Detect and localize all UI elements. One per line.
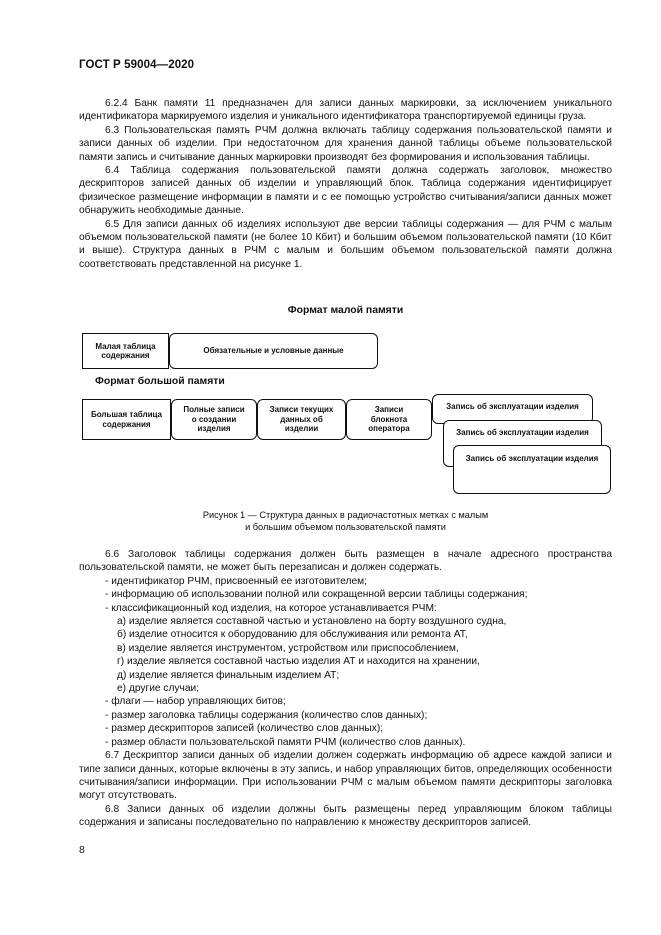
figure-caption bbox=[79, 510, 612, 533]
exploitation-label-3: Запись об эксплуатации изделия bbox=[465, 454, 599, 463]
notepad-box bbox=[346, 399, 432, 440]
list-item: - размер заголовка таблицы содержания (количество слов данных); bbox=[105, 709, 428, 721]
big-toc-label: Большая таблица содержания bbox=[90, 410, 163, 429]
big-toc-box bbox=[82, 399, 171, 440]
list-item: - размер области пользовательской памяти РЧМ (количество слов данных). bbox=[105, 736, 466, 748]
list-item: - размер дескрипторов записей (количество слов данных); bbox=[105, 723, 384, 735]
small-data-box bbox=[169, 333, 378, 369]
small-toc-label: Малая таблица содержания bbox=[95, 341, 156, 360]
full-records-label: Полные записи о создании изделия bbox=[183, 405, 245, 434]
sub-list-item: б) изделие относится к оборудованию для обслуживания или ремонта АТ, bbox=[117, 629, 468, 641]
current-records-label: Записи текущих данных об изделии bbox=[269, 405, 334, 434]
small-data-label: Обязательные и условные данные bbox=[203, 346, 344, 356]
page-number: 8 bbox=[79, 844, 85, 856]
big-memory-title: Формат большой памяти bbox=[95, 376, 225, 387]
paragraph-6-2-4: 6.2.4 Банк памяти 11 предназначен для записи данных маркировки, за исключением уникального идентификатора маркируемого изделия и уникального идентификатора транспортируемой единицы груза. bbox=[79, 98, 612, 123]
small-toc-box bbox=[82, 333, 169, 369]
current-records-box bbox=[257, 399, 346, 440]
list-item: - классификационный код изделия, на которое устанавливается РЧМ: bbox=[105, 602, 437, 614]
caption-line-2: и большим объемом пользовательской памяти bbox=[245, 521, 446, 532]
text-block-bottom bbox=[79, 548, 612, 830]
sub-list-item: е) другие случаи; bbox=[117, 683, 200, 695]
small-memory-title: Формат малой памяти bbox=[287, 305, 404, 316]
paragraph-6-6: 6.6 Заголовок таблицы содержания должен быть размещен в начале адресного пространства пользовательской памяти, не может быть перезаписан и должен содержать. bbox=[79, 549, 612, 574]
list-item: - информацию об использовании полной или сокращенной версии таблицы содержания; bbox=[105, 589, 528, 601]
sub-list-item: д) изделие является финальным изделием АТ; bbox=[117, 669, 340, 681]
full-records-box bbox=[171, 399, 257, 440]
paragraph-6-4: 6.4 Таблица содержания пользовательской памяти должна содержать заголовок, множество дескрипторов записей данных об изделии и управляющий блок. Таблица содержания идентифицирует физическое размещение информации в памяти и с ее помощью устройство считывания/записи данных может обнаружить необходимые данные. bbox=[79, 165, 612, 217]
document-header: ГОСТ Р 59004—2020 bbox=[79, 59, 195, 71]
paragraph-6-8: 6.8 Записи данных об изделии должны быть размещены перед управляющим блоком таблицы содержания и записаны последовательно по направлению к множеству дескрипторов записей. bbox=[79, 803, 612, 829]
caption-line-1: Рисунок 1 — Структура данных в радиочастотных метках с малым bbox=[202, 510, 489, 520]
paragraph-6-5: 6.5 Для записи данных об изделиях используют две версии таблицы содержания — для РЧМ с малым объемом пользовательской памяти (не более 10 Кбит) и большим объемом пользовательской памяти (10 Кбит и выше). Структура данных в РЧМ с малым и большим объемом пользовательской памяти должна соответствовать представленной на рисунке 1. bbox=[79, 218, 612, 270]
exploitation-label-1: Запись об эксплуатации изделия bbox=[446, 402, 579, 411]
exploitation-label-2: Запись об эксплуатации изделия bbox=[456, 428, 589, 437]
list-item: - идентификатор РЧМ, присвоенный ее изготовителем; bbox=[105, 575, 367, 587]
sub-list-item: а) изделие является составной частью и установлено на борту воздушного судна, bbox=[117, 616, 507, 628]
text-block-top bbox=[79, 97, 612, 271]
list-item: - флаги — набор управляющих битов; bbox=[105, 696, 286, 708]
exploitation-box-3 bbox=[453, 445, 611, 494]
paragraph-6-7: 6.7 Дескриптор записи данных об изделии должен содержать информацию об адресе каждой записи и типе записи данных, которые включены в эту запись, и набор управляющих битов, определяющих особенности считывания/записи информации. При использовании РЧМ с малым объемом памяти дескрипторы заголовка могут отсутствовать. bbox=[79, 750, 612, 802]
notepad-label: Записи блокнота оператора bbox=[368, 405, 410, 434]
sub-list-item: г) изделие является составной частью изделия АТ и находится на хранении, bbox=[117, 656, 480, 668]
sub-list-item: в) изделие является инструментом, устройством или приспособлением, bbox=[117, 642, 459, 654]
paragraph-6-3: 6.3 Пользовательская память РЧМ должна включать таблицу содержания пользовательской памяти и записи данных об изделии. При недостаточном для хранения данной таблицы объеме пользовательской памяти запись и считывание данных маркировки производят без формирования и использования таблицы. bbox=[79, 124, 612, 163]
